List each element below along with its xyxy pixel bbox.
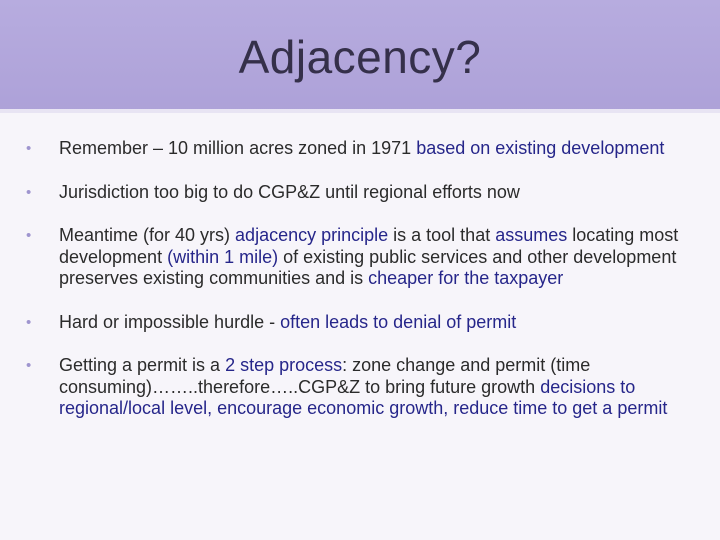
bullet-text: Jurisdiction too big to do CGP&Z until regional efforts now	[59, 181, 520, 202]
bullet-item	[22, 355, 690, 420]
highlighted-text: adjacency principle	[235, 225, 389, 245]
bullet-item	[22, 312, 690, 334]
title-divider	[0, 109, 720, 113]
bullet-text: locating most development	[59, 225, 679, 267]
slide-title: Adjacency?	[238, 31, 482, 83]
bullet-icon: •	[26, 357, 32, 374]
highlighted-text: based on existing development	[416, 138, 665, 158]
highlighted-text: (within 1 mile)	[167, 246, 279, 267]
bullet-list	[22, 138, 690, 442]
highlighted-text: cheaper for the taxpayer	[368, 268, 564, 288]
bullet-text: Remember – 10 million acres zoned in 1971	[59, 138, 417, 158]
bullet-icon: •	[26, 227, 32, 244]
highlighted-text: assumes	[495, 225, 568, 245]
highlighted-text: often leads to denial of permit	[280, 311, 517, 332]
bullet-text: Hard or impossible hurdle -	[59, 311, 281, 332]
bullet-item	[22, 225, 690, 290]
highlighted-text: 2 step process	[225, 355, 343, 375]
bullet-text: Getting a permit is a	[59, 355, 226, 375]
bullet-text: is a tool that	[388, 225, 496, 245]
bullet-icon: •	[26, 313, 32, 331]
bullet-icon: •	[26, 140, 32, 157]
bullet-text: of existing public services and other development preserves existing communities and is	[59, 246, 677, 288]
bullet-item	[22, 138, 690, 160]
bullet-text: Meantime (for 40 yrs)	[59, 225, 236, 245]
bullet-item	[22, 182, 690, 204]
bullet-text: : zone change and permit (time consuming)……..therefore…..CGP&Z to bring future growth	[59, 355, 591, 397]
bullet-icon: •	[26, 183, 32, 201]
highlighted-text: decisions to regional/local level, encourage economic growth, reduce time to get a permit	[59, 376, 668, 418]
